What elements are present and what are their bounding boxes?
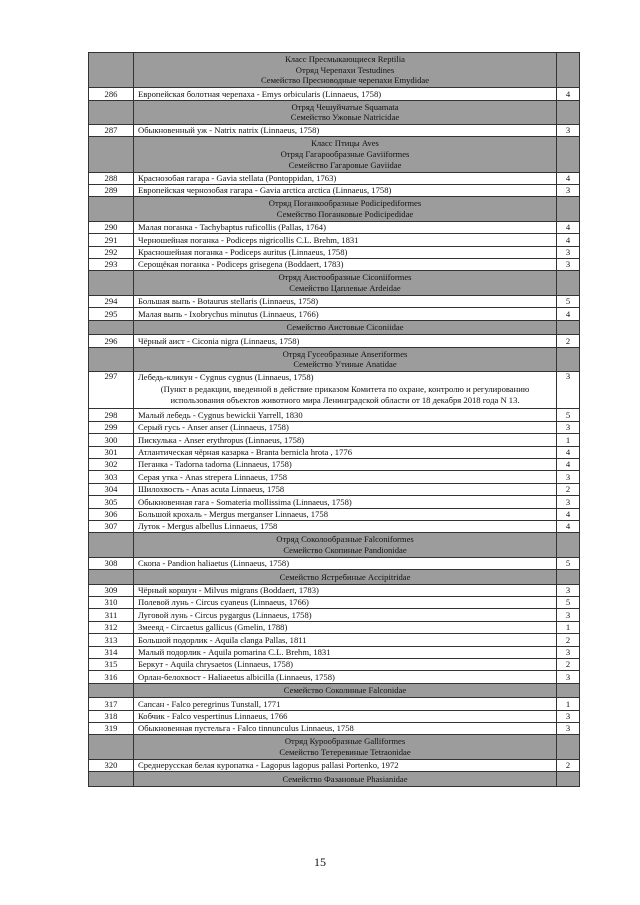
species-number: 292 xyxy=(89,246,134,258)
empty-cell xyxy=(557,320,580,334)
species-row xyxy=(89,759,580,771)
taxon-header xyxy=(134,347,557,371)
species-row xyxy=(89,710,580,722)
species-row xyxy=(89,371,580,409)
taxon-header xyxy=(134,533,557,557)
species-row xyxy=(89,471,580,483)
species-table xyxy=(88,52,580,787)
taxon-header xyxy=(134,772,557,786)
rarity-category: 4 xyxy=(557,446,580,458)
rarity-category: 3 xyxy=(557,185,580,197)
species-name: Серощёкая поганка - Podiceps grisegena (Boddaert, 1783) xyxy=(138,259,344,270)
rarity-category: 5 xyxy=(557,295,580,307)
species-number: 308 xyxy=(89,557,134,569)
taxon-header xyxy=(134,320,557,334)
taxon-header-row xyxy=(89,100,580,124)
species-number: 303 xyxy=(89,471,134,483)
species-cell xyxy=(134,557,557,569)
species-name: Малая выпь - Ixobrychus minutus (Linnaeus, 1766) xyxy=(138,308,319,319)
taxon-header-line: Отряд Чешуйчатые Squamata xyxy=(291,101,399,112)
species-cell xyxy=(134,308,557,320)
species-name: Большая выпь - Botaurus stellaris (Linnaeus, 1758) xyxy=(138,296,319,307)
taxon-header-line: Отряд Курообразные Galliformes xyxy=(284,736,406,747)
rarity-category: 4 xyxy=(557,508,580,520)
empty-cell xyxy=(89,197,134,221)
species-number: 287 xyxy=(89,125,134,137)
empty-cell xyxy=(557,137,580,172)
rarity-category: 5 xyxy=(557,597,580,609)
taxon-header-row xyxy=(89,533,580,557)
species-name: Чёрный коршун - Milvus migrans (Boddaert, 1783) xyxy=(138,585,319,596)
taxon-header-row xyxy=(89,137,580,172)
rarity-category: 3 xyxy=(557,125,580,137)
rarity-category: 1 xyxy=(557,698,580,710)
taxon-header-line: Семейство Цаплевые Ardeidae xyxy=(289,283,401,294)
species-cell xyxy=(134,471,557,483)
taxon-header-line: Семейство Тетеревиные Tetraonidae xyxy=(279,747,411,758)
species-row xyxy=(89,246,580,258)
rarity-category: 4 xyxy=(557,172,580,184)
species-name: Сапсан - Falco peregrinus Tunstall, 1771 xyxy=(138,698,281,709)
species-name: Беркут - Aquila chrysaetos (Linnaeus, 1758) xyxy=(138,659,293,670)
species-row xyxy=(89,259,580,271)
species-row xyxy=(89,421,580,433)
species-number: 286 xyxy=(89,88,134,100)
rarity-category: 4 xyxy=(557,521,580,533)
empty-cell xyxy=(557,271,580,295)
taxon-header xyxy=(134,570,557,584)
rarity-category: 3 xyxy=(557,722,580,734)
amendment-note: (Пункт в редакции, введенной в действие приказом Комитета по охране, контролю и регулированию использования объектов животного мира Ленинградской области от 18 декабря 2018 года N 13. xyxy=(160,384,530,406)
species-name: Европейская болотная черепаха - Emys orbicularis (Linnaeus, 1758) xyxy=(138,88,382,99)
species-row xyxy=(89,671,580,683)
species-number: 306 xyxy=(89,508,134,520)
taxon-header xyxy=(134,735,557,759)
species-number: 313 xyxy=(89,634,134,646)
page-number: 15 xyxy=(314,855,326,869)
species-number: 302 xyxy=(89,459,134,471)
species-cell xyxy=(134,609,557,621)
species-row xyxy=(89,446,580,458)
rarity-category: 3 xyxy=(557,471,580,483)
taxon-header-row xyxy=(89,320,580,334)
species-cell xyxy=(134,483,557,495)
rarity-category: 3 xyxy=(557,371,580,409)
species-row xyxy=(89,658,580,670)
taxon-header-line: Отряд Поганкообразные Podicipediformes xyxy=(268,198,422,209)
species-number: 288 xyxy=(89,172,134,184)
taxon-header xyxy=(134,100,557,124)
taxon-header-line: Класс Птицы Aves xyxy=(311,138,379,149)
species-cell xyxy=(134,295,557,307)
species-row xyxy=(89,698,580,710)
species-cell xyxy=(134,722,557,734)
species-cell xyxy=(134,421,557,433)
species-row xyxy=(89,335,580,347)
species-cell xyxy=(134,597,557,609)
species-name: Европейская чернозобая гагара - Gavia arctica arctica (Linnaeus, 1758) xyxy=(138,185,392,196)
species-row xyxy=(89,185,580,197)
species-number: 304 xyxy=(89,483,134,495)
species-name: Пискулька - Anser erythropus (Linnaeus, 1758) xyxy=(138,434,305,445)
rarity-category: 3 xyxy=(557,710,580,722)
rarity-category: 1 xyxy=(557,621,580,633)
taxon-header xyxy=(134,271,557,295)
rarity-category: 4 xyxy=(557,308,580,320)
taxon-header-row xyxy=(89,683,580,697)
species-cell xyxy=(134,434,557,446)
species-row xyxy=(89,125,580,137)
species-cell xyxy=(134,646,557,658)
taxon-header-line: Отряд Черепахи Testudines xyxy=(295,64,395,75)
species-cell xyxy=(134,185,557,197)
species-row xyxy=(89,609,580,621)
taxon-header-line: Семейство Соколиные Falconidae xyxy=(283,685,407,696)
empty-cell xyxy=(557,683,580,697)
empty-cell xyxy=(89,533,134,557)
species-cell xyxy=(134,446,557,458)
taxon-header-line: Семейство Фазановые Phasianidae xyxy=(282,773,408,784)
rarity-category: 5 xyxy=(557,557,580,569)
species-cell xyxy=(134,508,557,520)
rarity-category: 2 xyxy=(557,658,580,670)
species-name: Большой крохаль - Mergus merganser Linnaeus, 1758 xyxy=(138,509,328,519)
species-cell xyxy=(134,234,557,246)
species-row xyxy=(89,508,580,520)
species-number: 301 xyxy=(89,446,134,458)
species-number: 293 xyxy=(89,259,134,271)
rarity-category: 3 xyxy=(557,609,580,621)
taxon-header xyxy=(134,197,557,221)
taxon-header-line: Семейство Поганковые Podicipedidae xyxy=(276,209,414,220)
empty-cell xyxy=(557,570,580,584)
empty-cell xyxy=(89,570,134,584)
rarity-category: 3 xyxy=(557,671,580,683)
rarity-category: 4 xyxy=(557,88,580,100)
species-name: Среднерусская белая куропатка - Lagopus lagopus pallasi Portenko, 1972 xyxy=(138,760,399,771)
species-name: Большой подорлик - Aquila clanga Pallas, 1811 xyxy=(138,634,307,645)
taxon-header-line: Семейство Утиные Anatidae xyxy=(293,359,397,370)
empty-cell xyxy=(89,683,134,697)
species-cell xyxy=(134,221,557,233)
species-number: 307 xyxy=(89,521,134,533)
species-name: Змееяд - Circaetus gallicus (Gmelin, 1788) xyxy=(138,622,288,633)
species-number: 291 xyxy=(89,234,134,246)
species-cell xyxy=(134,621,557,633)
species-name: Пеганка - Tadorna tadorna (Linnaeus, 1758) xyxy=(138,459,292,470)
species-row xyxy=(89,584,580,596)
rarity-category: 4 xyxy=(557,459,580,471)
species-name: Шилохвость - Anas acuta Linnaeus, 1758 xyxy=(138,484,285,495)
species-name: Малый лебедь - Cygnus bewickii Yarrell, 1830 xyxy=(138,409,303,420)
empty-cell xyxy=(557,53,580,88)
empty-cell xyxy=(89,772,134,786)
species-cell xyxy=(134,584,557,596)
species-name: Серый гусь - Anser anser (Linnaeus, 1758) xyxy=(138,422,289,433)
species-number: 305 xyxy=(89,496,134,508)
species-row xyxy=(89,722,580,734)
species-row xyxy=(89,597,580,609)
species-row xyxy=(89,434,580,446)
empty-cell xyxy=(89,735,134,759)
species-number: 299 xyxy=(89,421,134,433)
species-name: Малая поганка - Tachybaptus ruficollis (Pallas, 1764) xyxy=(138,222,326,233)
rarity-category: 4 xyxy=(557,234,580,246)
empty-cell xyxy=(89,137,134,172)
empty-cell xyxy=(89,53,134,88)
taxon-header-row xyxy=(89,772,580,786)
species-row xyxy=(89,496,580,508)
species-cell xyxy=(134,259,557,271)
species-number: 309 xyxy=(89,584,134,596)
species-name: Кобчик - Falco vespertinus Linnaeus, 1766 xyxy=(138,710,288,721)
species-cell xyxy=(134,759,557,771)
species-name: Чёрный аист - Ciconia nigra (Linnaeus, 1758) xyxy=(138,335,300,346)
species-number: 298 xyxy=(89,409,134,421)
species-cell xyxy=(134,246,557,258)
species-name: Малый подорлик - Aquila pomarina C.L. Brehm, 1831 xyxy=(138,646,331,657)
taxon-header-line: Семейство Пресноводные черепахи Emydidae xyxy=(260,75,430,86)
empty-cell xyxy=(557,197,580,221)
species-row xyxy=(89,409,580,421)
species-name: Серая утка - Anas strepera Linnaeus, 1758 xyxy=(138,471,288,482)
species-row xyxy=(89,646,580,658)
rarity-category: 4 xyxy=(557,221,580,233)
taxon-header-row xyxy=(89,735,580,759)
species-row xyxy=(89,521,580,533)
species-number: 295 xyxy=(89,308,134,320)
species-row xyxy=(89,557,580,569)
taxon-header-line: Отряд Гагарообразные Gaviiformes xyxy=(280,149,410,160)
species-cell xyxy=(134,125,557,137)
species-name: Орлан-белохвост - Haliaeetus albicilla (Linnaeus, 1758) xyxy=(138,671,335,682)
rarity-category: 2 xyxy=(557,483,580,495)
species-number: 315 xyxy=(89,658,134,670)
rarity-category: 3 xyxy=(557,584,580,596)
taxon-header xyxy=(134,683,557,697)
species-row xyxy=(89,295,580,307)
species-cell xyxy=(134,88,557,100)
species-number: 296 xyxy=(89,335,134,347)
species-number: 300 xyxy=(89,434,134,446)
rarity-category: 3 xyxy=(557,421,580,433)
rarity-category: 2 xyxy=(557,335,580,347)
taxon-header-line: Семейство Скопиные Pandionidae xyxy=(283,545,407,556)
species-row xyxy=(89,172,580,184)
taxon-header-row xyxy=(89,197,580,221)
taxon-header-line: Отряд Соколообразные Falconiformes xyxy=(276,534,414,545)
species-number: 294 xyxy=(89,295,134,307)
species-row xyxy=(89,483,580,495)
species-number: 320 xyxy=(89,759,134,771)
species-name: Луговой лунь - Circus pygargus (Linnaeus, 1758) xyxy=(138,609,312,620)
species-row xyxy=(89,221,580,233)
species-number: 311 xyxy=(89,609,134,621)
taxon-header-line: Семейство Ястребиные Accipitridae xyxy=(279,571,411,582)
rarity-category: 3 xyxy=(557,496,580,508)
species-number: 316 xyxy=(89,671,134,683)
empty-cell xyxy=(557,347,580,371)
rarity-category: 3 xyxy=(557,259,580,271)
species-number: 319 xyxy=(89,722,134,734)
species-table-body xyxy=(89,53,580,787)
species-cell xyxy=(134,658,557,670)
species-name: Обыкновенная гага - Somateria mollissima (Linnaeus, 1758) xyxy=(138,496,352,507)
species-number: 310 xyxy=(89,597,134,609)
taxon-header xyxy=(134,53,557,88)
empty-cell xyxy=(89,100,134,124)
species-number: 297 xyxy=(89,371,134,409)
species-name: Обыкновенный уж - Natrix natrix (Linnaeus, 1758) xyxy=(138,125,320,136)
taxon-header-row xyxy=(89,570,580,584)
rarity-category: 1 xyxy=(557,434,580,446)
taxon-header-line: Семейство Ужовые Natricidae xyxy=(290,112,400,123)
empty-cell xyxy=(89,320,134,334)
species-cell xyxy=(134,459,557,471)
species-row xyxy=(89,459,580,471)
taxon-header xyxy=(134,137,557,172)
empty-cell xyxy=(557,100,580,124)
rarity-category: 5 xyxy=(557,409,580,421)
species-cell xyxy=(134,496,557,508)
rarity-category: 3 xyxy=(557,646,580,658)
species-name: Атлантическая чёрная казарка - Branta bernicla hrota , 1776 xyxy=(138,447,352,458)
species-name: Краснозобая гагара - Gavia stellata (Pontoppidan, 1763) xyxy=(138,173,337,184)
taxon-header-line: Семейство Аистовые Ciconiidae xyxy=(286,322,404,333)
species-row xyxy=(89,88,580,100)
species-name: Лебедь-кликун - Cygnus cygnus (Linnaeus, 1758) xyxy=(138,371,314,382)
species-number: 289 xyxy=(89,185,134,197)
species-cell xyxy=(134,172,557,184)
rarity-category: 2 xyxy=(557,759,580,771)
rarity-category: 2 xyxy=(557,634,580,646)
species-cell xyxy=(134,409,557,421)
empty-cell xyxy=(89,271,134,295)
species-number: 312 xyxy=(89,621,134,633)
empty-cell xyxy=(557,772,580,786)
species-name: Полевой лунь - Circus cyaneus (Linnaeus, 1766) xyxy=(138,597,309,608)
species-row xyxy=(89,634,580,646)
species-cell xyxy=(134,634,557,646)
empty-cell xyxy=(89,347,134,371)
rarity-category: 3 xyxy=(557,246,580,258)
species-cell xyxy=(134,521,557,533)
species-cell xyxy=(134,671,557,683)
taxon-header-line: Отряд Гусеобразные Anseriformes xyxy=(282,348,408,359)
species-number: 317 xyxy=(89,698,134,710)
species-name: Черношейная поганка - Podiceps nigricollis C.L. Brehm, 1831 xyxy=(138,234,359,245)
species-row xyxy=(89,308,580,320)
species-row xyxy=(89,234,580,246)
species-name: Скопа - Pandion haliaetus (Linnaeus, 1758) xyxy=(138,558,290,569)
species-number: 290 xyxy=(89,221,134,233)
species-number: 318 xyxy=(89,710,134,722)
species-number: 314 xyxy=(89,646,134,658)
empty-cell xyxy=(557,735,580,759)
empty-cell xyxy=(557,533,580,557)
taxon-header-row xyxy=(89,347,580,371)
species-row xyxy=(89,621,580,633)
taxon-header-line: Класс Пресмыкающиеся Reptilia xyxy=(285,54,405,64)
species-name: Обыкновенная пустельга - Falco tinnunculus Linnaeus, 1758 xyxy=(138,723,354,734)
species-cell xyxy=(134,710,557,722)
taxon-header-row xyxy=(89,271,580,295)
species-cell xyxy=(134,335,557,347)
species-cell xyxy=(134,371,557,409)
species-name: Луток - Mergus albellus Linnaeus, 1758 xyxy=(138,521,278,532)
taxon-header-row xyxy=(89,53,580,88)
species-name: Красношейная поганка - Podiceps auritus (Linnaeus, 1758) xyxy=(138,247,348,258)
taxon-header-line: Отряд Аистообразные Ciconiiformes xyxy=(278,272,412,283)
taxon-header-line: Семейство Гагаровые Gaviidae xyxy=(288,159,402,170)
species-cell xyxy=(134,698,557,710)
